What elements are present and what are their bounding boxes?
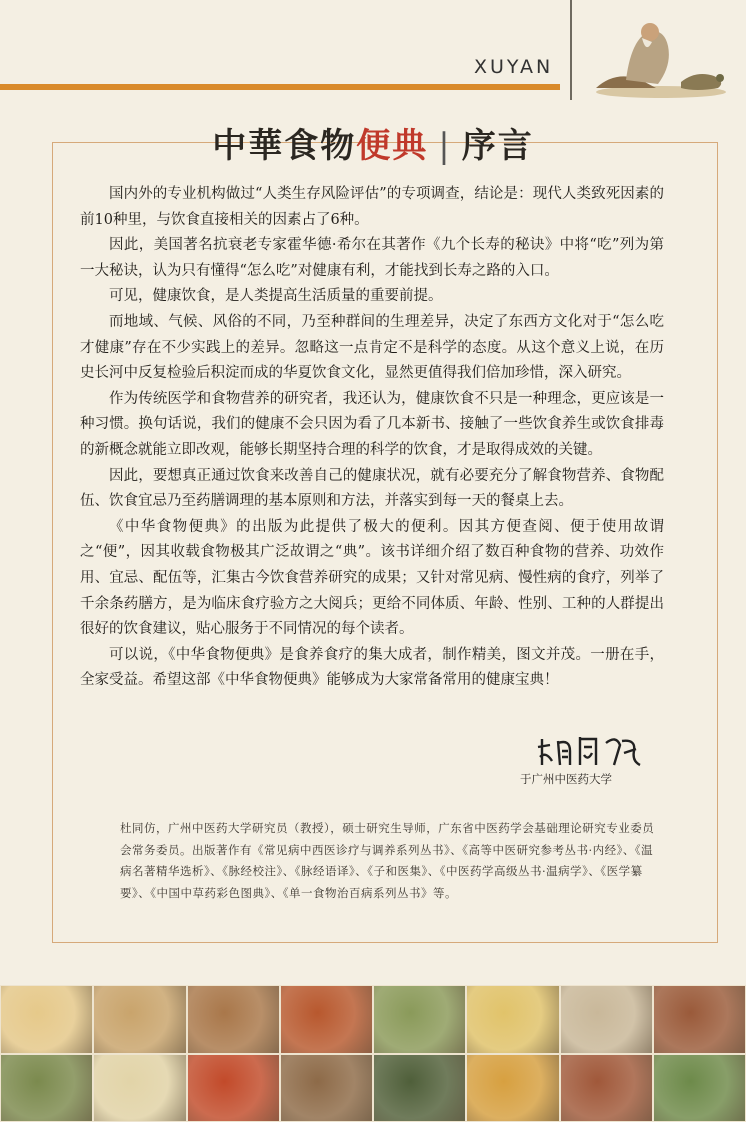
- walnut-tile: [653, 985, 746, 1054]
- frame-right-border: [717, 142, 718, 942]
- greens-tile: [0, 1054, 93, 1122]
- page-title: [0, 118, 746, 167]
- food-image-strip: [0, 985, 746, 1122]
- frame-bottom-border: [52, 942, 718, 943]
- vegetable-tile: [653, 1054, 746, 1122]
- paragraph: 而地域、气候、风俗的不同，乃至种群间的生理差异，决定了东西方文化对于“怎么吃才健康”存在不少实践上的差异。忽略这一点肯定不是科学的态度。从这个意义上说，在历史长河中反复检验后积淀而成的华夏饮食文化，显然更值得我们倍加珍惜，深入研究。: [80, 313, 664, 382]
- mushroom-tile: [280, 1054, 373, 1122]
- grain-tile: [187, 985, 280, 1054]
- header-vertical-line: [570, 0, 572, 100]
- header-orange-rule: [0, 84, 560, 90]
- signature-affiliation: 于广州中医药大学: [520, 772, 612, 786]
- fungus-tile: [560, 985, 653, 1054]
- bean-tile: [560, 1054, 653, 1122]
- frame-left-border: [52, 142, 53, 942]
- title-book-name: 中華食物: [212, 126, 357, 166]
- title-accent: 便典: [356, 126, 429, 166]
- paragraph: 作为传统医学和食物营养的研究者，我还认为，健康饮食不只是一种理念，更应该是一种习惯。换句话说，我们的健康不会只因为看了几本新书、接触了一些饮食养生或饮食排毒的新概念就能立即改观，能够长期坚持合理的科学的饮食，才是取得成效的关键。: [80, 390, 664, 458]
- paragraph: 可见，健康饮食，是人类提高生活质量的重要前提。: [109, 288, 443, 305]
- header-label: XUYAN: [474, 56, 554, 78]
- scholar-figure-illustration: [586, 10, 736, 100]
- pepper-tile: [187, 1054, 280, 1122]
- paragraph: 《中华食物便典》的出版为此提供了极大的便利。因其方便查阅、便于使用故谓之“便”，因其收载食物极其广泛故谓之“典”。该书详细介绍了数百种食物的营养、功效作用、宜忌、配伍等，汇集古今饮食营养研究的成果；又针对常见病、慢性病的食疗，列举了千余条药膳方，是为临床食疗验方之大阅兵；更给不同体质、年龄、性别、工种的人群提出很好的饮食建议，贴心服务于不同情况的每个读者。: [80, 518, 664, 638]
- title-separator: |: [438, 126, 452, 166]
- paragraph: 可以说，《中华食物便典》是食养食疗的集大成者，制作精美，图文并茂。一册在手，全家受益。希望这部《中华食物便典》能够成为大家常备常用的健康宝典！: [80, 646, 664, 689]
- paragraph: 因此，要想真正通过饮食来改善自己的健康状况，就有必要充分了解食物营养、食物配伍、饮食宜忌乃至药膳调理的基本原则和方法，并落实到每一天的餐桌上去。: [80, 467, 664, 510]
- banana-tile: [466, 985, 559, 1054]
- paragraph: 国内外的专业机构做过“人类生存风险评估”的专项调查，结论是：现代人类致死因素的前10种里，与饮食直接相关的因素占了6种。: [80, 186, 664, 228]
- rice-tile: [93, 1054, 186, 1122]
- citrus-tile: [466, 1054, 559, 1122]
- author-bio: 杜同仿，广州中医药大学研究员（教授），硕士研究生导师，广东省中医药学会基础理论研究专业委员会常务委员。出版著作有《常见病中西医诊疗与调养系列丛书》、《高等中医研究参考丛书·内经》、《温病名著精华选析》、《脉经校注》、《脉经语译》、《子和医集》、《中医药学高级丛书·温病学》、《医学纂要》、《中国中草药彩色图典》、《单一食物治百病系列丛书》等。: [120, 821, 655, 900]
- egg-tile: [0, 985, 93, 1054]
- cordyceps-tile: [93, 985, 186, 1054]
- title-preface: 序言: [461, 126, 534, 166]
- seaweed-tile: [373, 1054, 466, 1122]
- preface-body: [80, 182, 664, 694]
- paragraph: 因此，美国著名抗衰老专家霍华德·希尔在其著作《九个长寿的秘诀》中将“吃”列为第一大秘诀，认为只有懂得“怎么吃”对健康有利，才能找到长寿之路的入口。: [80, 237, 664, 279]
- herb-tile: [373, 985, 466, 1054]
- handwritten-signature: [536, 731, 646, 771]
- dried-fruit-tile: [280, 985, 373, 1054]
